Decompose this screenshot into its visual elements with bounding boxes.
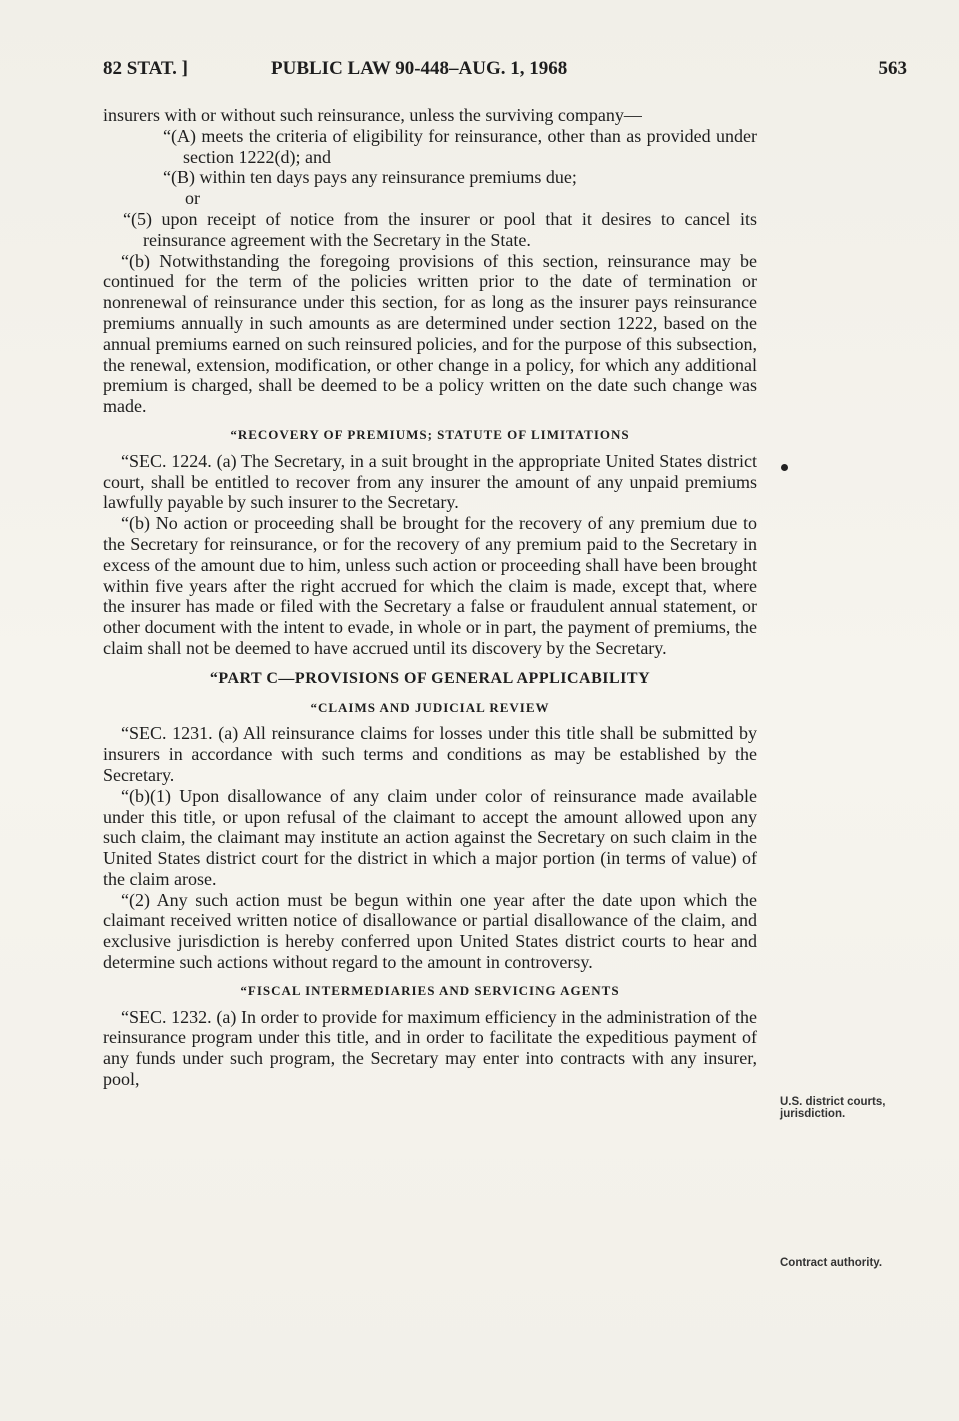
margin-dot-mark xyxy=(781,464,788,471)
page-header xyxy=(103,58,907,84)
paragraph-sec-1231: “SEC. 1231. (a) All reinsurance claims for losses under this title shall be submitted by insurers in accordance with such terms and conditions as may be established by the Secretary. xyxy=(103,723,757,785)
paragraph-subsection-b: “(b) Notwithstanding the foregoing provisions of this section, reinsurance may be continued for the term of the policies written prior to the date of termination or nonrenewal of reinsurance under this section, for as long as the insurer pays reinsurance premiums annually in such amounts as are determined under section 1222, based on the annual premiums earned on such reinsured policies, and for the purpose of this subsection, the renewal, extension, modification, or other change in a policy, for which any additional premium is charged, shall be deemed to be a policy written on the date such change was made. xyxy=(103,250,757,417)
statute-volume: 82 STAT. ] xyxy=(103,58,188,79)
paragraph: insurers with or without such reinsurance, unless the surviving company— xyxy=(103,105,642,125)
paragraph-sec-1231-b2: “(2) Any such action must be begun within one year after the date upon which the claimant received written notice of disallowance or partial disallowance of the claim, and exclusive jurisdiction is hereby conferred upon United States district courts to hear and determine such actions without regard to the amount in controversy. xyxy=(103,889,757,973)
section-heading: “RECOVERY OF PREMIUMS; STATUTE OF LIMITATIONS xyxy=(230,426,630,442)
paragraph-sec-1232: “SEC. 1232. (a) In order to provide for maximum efficiency in the administration of the reinsurance program under this title, and in order to facilitate the expeditious payment of any funds under such program, the Secretary may enter into contracts with any insurer, pool, xyxy=(103,1006,757,1090)
section-heading: “CLAIMS AND JUDICIAL REVIEW xyxy=(310,699,550,715)
section-heading: “FISCAL INTERMEDIARIES AND SERVICING AGENTS xyxy=(240,982,620,998)
margin-note-jurisdiction: U.S. district courts, jurisdiction. xyxy=(780,1096,886,1120)
paragraph-clause-5: “(5) upon receipt of notice from the insurer or pool that it desires to cancel its reinsurance agreement with the Secretary in the State. xyxy=(123,208,757,250)
law-title: PUBLIC LAW 90-448–AUG. 1, 1968 xyxy=(271,58,568,79)
paragraph-clause-b: “(B) within ten days pays any reinsurance premiums due; xyxy=(163,167,577,188)
paragraph-sec-1224: “SEC. 1224. (a) The Secretary, in a suit brought in the appropriate United States district court, shall be entitled to recover from any insurer the amount of any unpaid premiums lawfully payable by such insurer to the Secretary. xyxy=(103,450,757,513)
paragraph-or: or xyxy=(185,188,200,209)
paragraph-sec-1231-b1: “(b)(1) Upon disallowance of any claim under color of reinsurance made available under this title, or upon refusal of the claimant to accept the amount allowed upon any such claim, the claimant may institute an action against the Secretary on such claim in the United States district court for the district in which a major portion (in terms of value) of the claim arose. xyxy=(103,785,757,889)
paragraph-sec-1224-b: “(b) No action or proceeding shall be brought for the recovery of any premium due to the Secretary for reinsurance, or for the recovery of any premium paid to the Secretary in excess of the amount due to him, unless such action or proceeding shall have been brought within five years after the right accrued for which the claim is made, except that, where the insurer has made or filed with the Secretary a false or fraudulent annual statement, or other document with the intent to evade, in whole or in part, the payment of premiums, the claim shall not be deemed to have accrued until its discovery by the Secretary. xyxy=(103,513,757,658)
body-text xyxy=(103,105,757,1090)
paragraph-clause-a: “(A) meets the criteria of eligibility for reinsurance, other than as provided under section 1222(d); and xyxy=(163,125,757,167)
part-heading: “PART C—PROVISIONS OF GENERAL APPLICABILITY xyxy=(209,669,651,687)
margin-note-contract: Contract authority. xyxy=(780,1257,883,1269)
page-number: 563 xyxy=(878,58,907,79)
